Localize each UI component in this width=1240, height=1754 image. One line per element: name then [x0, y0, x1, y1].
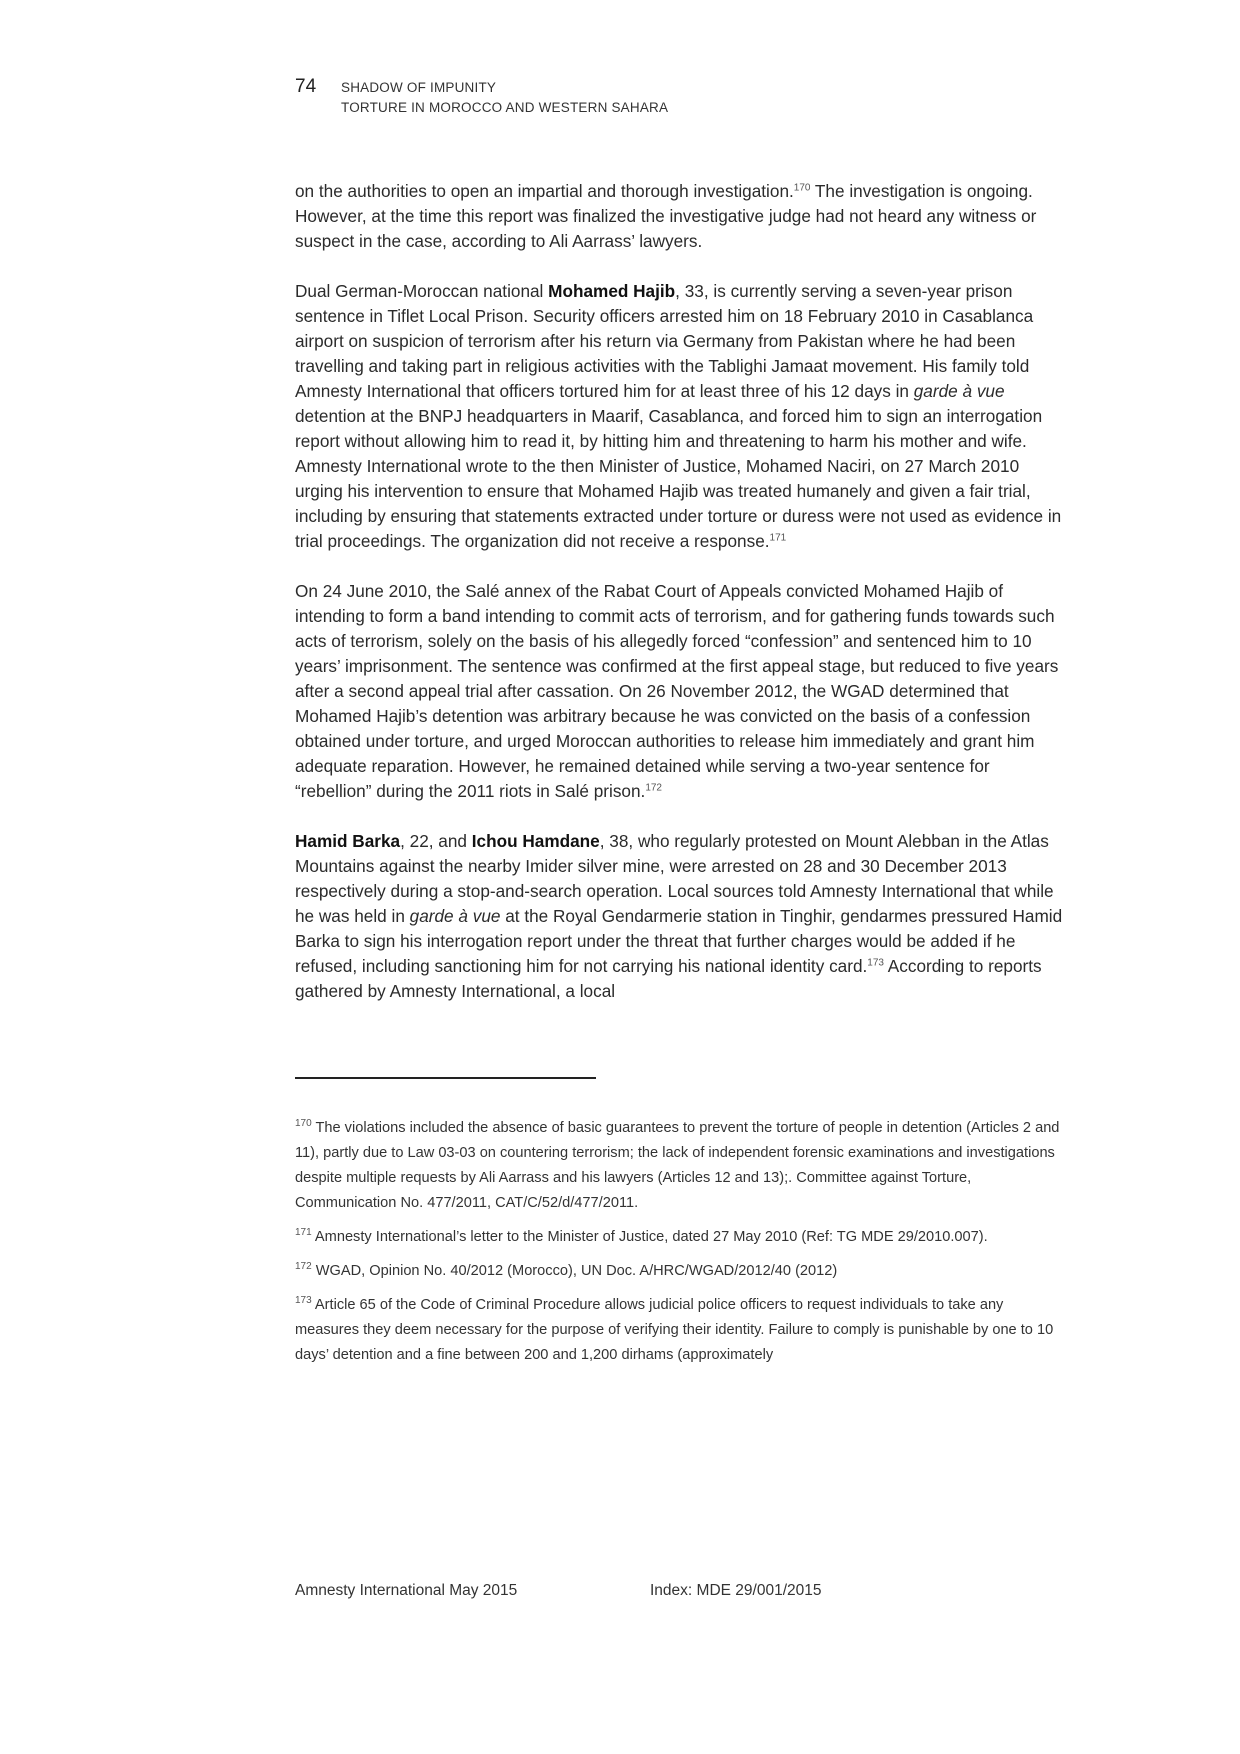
text-run: The investigation is ongoing. However, at the time this report was finalized the investigative judge had not heard any witness or suspect in the case, according to Ali Aarrass’ lawyers.	[295, 181, 1037, 251]
footnote-text: Amnesty International’s letter to the Minister of Justice, dated 27 May 2010 (Ref: TG MDE 29/2010.007).	[311, 1229, 988, 1245]
text-run: According to reports gathered by Amnesty International, a local	[295, 956, 1042, 1001]
footer-publisher: Amnesty International May 2015	[295, 1582, 518, 1599]
body-text	[295, 179, 1067, 1029]
footnote-173	[295, 1293, 1067, 1368]
footnote-number: 172	[295, 1261, 312, 1273]
text-run: Dual German-Moroccan national	[295, 281, 549, 301]
text-run: On 24 June 2010, the Salé annex of the Rabat Court of Appeals convicted Mohamed Hajib of intending to form a band intending to commit acts of terrorism, and for gathering funds towards such acts of terrorism, solely on the basis of his allegedly forced “confession” and sentenced him to 10 years’ imprisonment. The sentence was confirmed at the first appeal stage, but reduced to five years after a second appeal trial after cassation. On 26 November 2012, the WGAD determined that Mohamed Hajib’s detention was arbitrary because he was convicted on the basis of a confession obtained under torture, and urged Moroccan authorities to release him immediately and grant him adequate reparation. However, he remained detained while serving a two-year sentence for “rebellion” during the 2011 riots in Salé prison.	[295, 581, 1059, 801]
footnote-text: The violations included the absence of basic guarantees to prevent the torture of people in detention (Articles 2 and 11), partly due to Law 03-03 on countering terrorism; the lack of independent forensic examinations and investigations despite multiple requests by Ali Aarrass and his lawyers (Articles 12 and 13);. Committee against Torture, Communication No. 477/2011, CAT/C/52/d/477/2011.	[295, 1120, 1060, 1211]
running-header	[341, 78, 668, 118]
footnote-171	[295, 1225, 1067, 1250]
italic-term: garde à vue	[409, 906, 501, 926]
footer-index: Index: MDE 29/001/2015	[650, 1582, 822, 1599]
person-name: Mohamed Hajib	[548, 281, 676, 301]
text-run: on the authorities to open an impartial and thorough investigation.	[295, 181, 794, 201]
footnote-divider	[295, 1077, 596, 1079]
paragraph-4	[295, 829, 1067, 1004]
italic-term: garde à vue	[913, 381, 1005, 401]
footnote-number: 173	[295, 1295, 312, 1307]
report-title: SHADOW OF IMPUNITY	[341, 80, 497, 95]
person-name: Ichou Hamdane	[471, 831, 600, 851]
page-number: 74	[295, 76, 317, 97]
text-run: , 22, and	[400, 831, 472, 851]
paragraph-1	[295, 179, 1067, 254]
footnote-number: 170	[295, 1118, 312, 1130]
text-run: , 33, is currently serving a seven-year prison sentence in Tiflet Local Prison. Security officers arrested him on 18 February 2010 in Casablanca airport on suspicion of terrorism after his return via Germany from Pakistan where he had been travelling and taking part in religious activities with the Tablighi Jamaat movement. His family told Amnesty International that officers tortured him for at least three of his 12 days in	[295, 281, 1034, 401]
footnote-text: Article 65 of the Code of Criminal Procedure allows judicial police officers to request individuals to take any measures they deem necessary for the purpose of verifying their identity. Failure to comply is punishable by one to 10 days’ detention and a fine between 200 and 1,200 dirhams (approximately	[295, 1297, 1054, 1363]
text-run: detention at the BNPJ headquarters in Maarif, Casablanca, and forced him to sign an interrogation report without allowing him to read it, by hitting him and threatening to harm his mother and wife. Amnesty International wrote to the then Minister of Justice, Mohamed Naciri, on 27 March 2010 urging his intervention to ensure that Mohamed Hajib was treated humanely and given a fair trial, including by ensuring that statements extracted under torture or duress were not used as evidence in trial proceedings. The organization did not receive a response.	[295, 406, 1062, 551]
footnotes	[295, 1116, 1067, 1377]
footnote-ref-172[interactable]: 172	[645, 782, 662, 794]
footnote-ref-173[interactable]: 173	[867, 957, 884, 969]
report-subtitle: TORTURE IN MOROCCO AND WESTERN SAHARA	[341, 100, 669, 115]
text-run: at the Royal Gendarmerie station in Tinghir, gendarmes pressured Hamid Barka to sign his interrogation report under the threat that further charges would be added if he refused, including sanctioning him for not carrying his national identity card.	[295, 906, 1063, 976]
paragraph-2	[295, 279, 1067, 554]
footnote-number: 171	[295, 1227, 312, 1239]
footnote-ref-171[interactable]: 171	[769, 532, 787, 544]
text-run: , 38, who regularly protested on Mount Alebban in the Atlas Mountains against the nearby Imider silver mine, were arrested on 28 and 30 December 2013 respectively during a stop-and-search operation. Local sources told Amnesty International that while he was held in	[295, 831, 1054, 926]
footnote-text: WGAD, Opinion No. 40/2012 (Morocco), UN Doc. A/HRC/WGAD/2012/40 (2012)	[311, 1263, 838, 1279]
footnote-172	[295, 1259, 1067, 1284]
footnote-170	[295, 1116, 1067, 1216]
footnote-ref-170[interactable]: 170	[793, 182, 811, 194]
paragraph-3	[295, 579, 1067, 804]
person-name: Hamid Barka	[295, 831, 401, 851]
